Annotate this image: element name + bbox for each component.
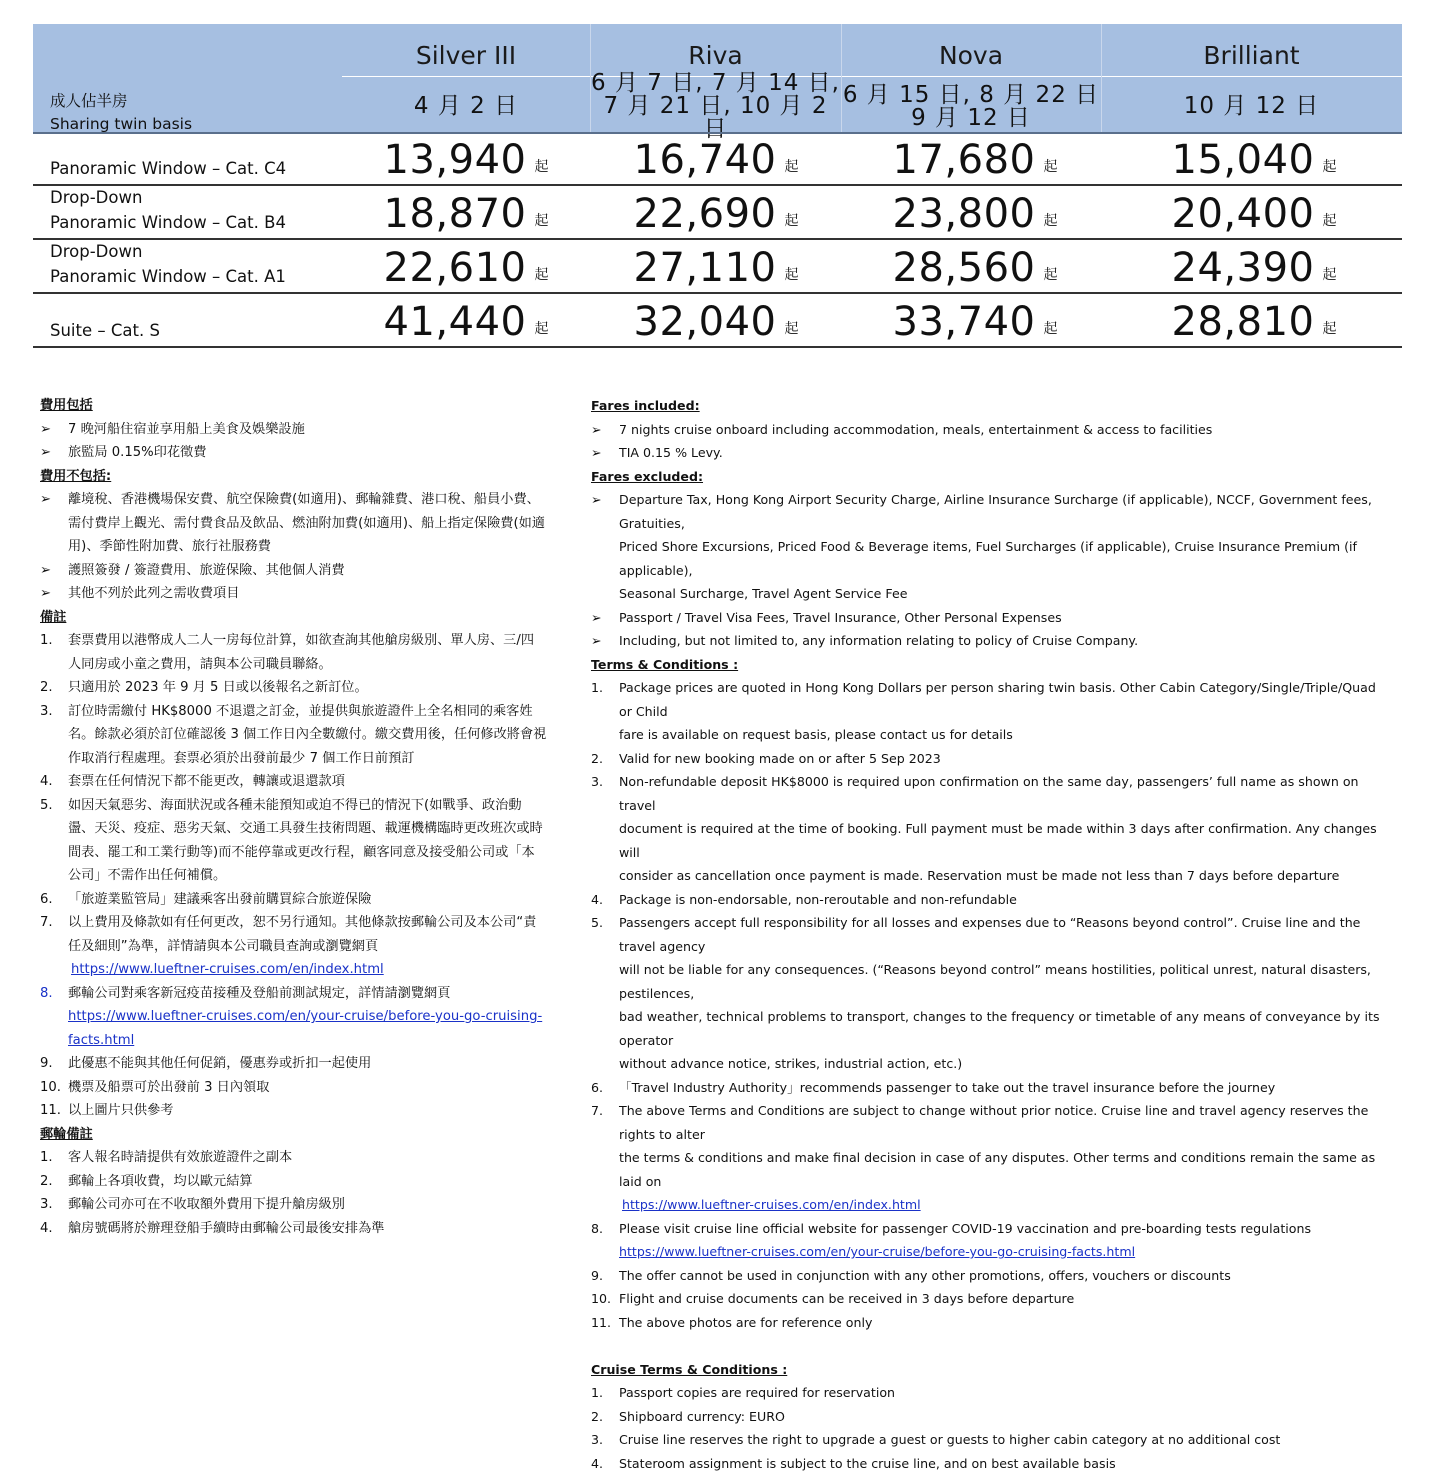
header-label-zh: 成人佔半房 — [50, 90, 192, 113]
list-item-text: 作取消行程處理。套票必須於出發前最少 7 個工作日前預訂 — [68, 747, 580, 771]
price-value: 22,610 — [384, 246, 527, 290]
price-suffix: 起 — [1322, 264, 1336, 284]
section-title: Fares excluded: — [591, 465, 1391, 489]
price-suffix: 起 — [1043, 210, 1057, 230]
price-cell — [341, 246, 591, 290]
item-number: 1. — [591, 676, 617, 700]
list-item-text: TIA 0.15 % Levy. — [619, 445, 723, 460]
list-item-text: 套票在任何情況下都不能更改，轉讓或退還款項 — [68, 770, 580, 794]
list-item-text: fare is available on request basis, please contact us for details — [619, 723, 1391, 747]
item-number: 5. — [591, 911, 617, 935]
list-item-text: 郵輪公司對乘客新冠疫苗接種及登船前測試規定，詳情請瀏覽網頁 — [68, 982, 580, 1006]
item-number: 3. — [591, 770, 617, 794]
list-item — [40, 982, 580, 1006]
link-row — [591, 1193, 1391, 1217]
list-item-text: 以上圖片只供參考 — [68, 1103, 174, 1118]
price-suffix: 起 — [534, 156, 548, 176]
list-item — [40, 770, 580, 794]
sailing-date-line: 4 月 2 日 — [414, 95, 518, 118]
list-item — [591, 1428, 1391, 1452]
section-title: 備註 — [40, 606, 580, 630]
price-cell — [850, 192, 1100, 236]
cabin-label: Drop-Down — [50, 239, 286, 264]
section-title: Terms & Conditions : — [591, 653, 1391, 677]
item-number: 1. — [40, 1146, 66, 1170]
lueftner-website-link[interactable]: https://www.lueftner-cruises.com/en/index.html — [622, 1197, 921, 1212]
item-number: 5. — [40, 794, 66, 818]
item-number: 8. — [40, 982, 66, 1006]
item-number: 6. — [40, 888, 66, 912]
price-value: 24,390 — [1172, 246, 1315, 290]
list-item — [591, 888, 1391, 912]
list-item — [591, 418, 1391, 442]
price-value: 32,040 — [634, 300, 777, 344]
list-item — [40, 418, 580, 442]
item-number: 10. — [40, 1076, 66, 1100]
list-item-text: the terms & conditions and make final decision in case of any disputes. Other terms and conditions remain the same as laid on — [619, 1146, 1391, 1193]
sailing-date-silver-iii — [342, 79, 590, 134]
list-item — [40, 1170, 580, 1194]
list-item-text: 需付費岸上觀光、需付費食品及飲品、燃油附加費(如適用)、船上指定保險費(如適 — [68, 512, 580, 536]
cabin-category — [50, 318, 160, 343]
list-item-text: 艙房號碼將於辦理登船手續時由郵輪公司最後安排為準 — [68, 1221, 385, 1236]
price-cell — [1129, 138, 1379, 182]
list-item — [591, 606, 1391, 630]
bullet-arrow-icon: ➢ — [591, 629, 617, 653]
price-cell — [591, 300, 841, 344]
price-suffix: 起 — [1043, 264, 1057, 284]
list-item-text: Shipboard currency: EURO — [619, 1409, 785, 1424]
list-item — [40, 911, 580, 958]
item-number: 11. — [591, 1311, 617, 1335]
list-item-text: Non-refundable deposit HK$8000 is required upon confirmation on the same day, passengers’ full name as shown on travel — [619, 770, 1391, 817]
price-suffix: 起 — [784, 318, 798, 338]
list-item — [40, 1052, 580, 1076]
sailing-date-line: 6 月 7 日, 7 月 14 日, — [591, 72, 840, 95]
list-item — [40, 700, 580, 771]
list-item-text: 人同房或小童之費用，請與本公司職員聯絡。 — [68, 653, 580, 677]
list-item-text: 其他不列於此列之需收費項目 — [68, 586, 239, 601]
list-item-text: 盪、天災、疫症、惡劣天氣、交通工具發生技術問題、載運機構臨時更改班次或時 — [68, 817, 580, 841]
price-cell — [341, 138, 591, 182]
cabin-label: Panoramic Window – Cat. B4 — [50, 210, 286, 235]
list-item-text: The offer cannot be used in conjunction with any other promotions, offers, vouchers or discounts — [619, 1268, 1231, 1283]
price-value: 28,810 — [1172, 300, 1315, 344]
item-number: 3. — [591, 1428, 617, 1452]
list-item-text: 機票及船票可於出發前 3 日內領取 — [68, 1080, 269, 1095]
table-row — [33, 186, 1402, 240]
list-item — [40, 888, 580, 912]
list-item-text: Departure Tax, Hong Kong Airport Security Charge, Airline Insurance Surcharge (if applicable), NCCF, Government fees, Gratuities, — [619, 488, 1391, 535]
list-item-text: 護照簽發 / 簽證費用、旅遊保險、其他個人消費 — [68, 563, 345, 578]
bullet-arrow-icon: ➢ — [591, 441, 617, 465]
cabin-label: Panoramic Window – Cat. A1 — [50, 264, 286, 289]
bullet-arrow-icon: ➢ — [40, 488, 66, 512]
item-number: 9. — [591, 1264, 617, 1288]
ship-name-nova: Nova — [841, 34, 1101, 78]
item-number: 7. — [591, 1099, 617, 1123]
item-number: 6. — [591, 1076, 617, 1100]
bullet-arrow-icon: ➢ — [591, 488, 617, 512]
price-cell — [850, 138, 1100, 182]
price-value: 17,680 — [893, 138, 1036, 182]
bullet-arrow-icon: ➢ — [40, 441, 66, 465]
list-item-text: will not be liable for any consequences. (“Reasons beyond control” means hostilities, political unrest, natural disasters, pestilences, — [619, 958, 1391, 1005]
price-value: 23,800 — [893, 192, 1036, 236]
table-row — [33, 294, 1402, 348]
price-suffix: 起 — [534, 264, 548, 284]
list-item-text: 以上費用及條款如有任何更改，恕不另行通知。其他條款按郵輪公司及本公司“責 — [68, 911, 580, 935]
list-item-text: 訂位時需繳付 HK$8000 不退還之訂金，並提供與旅遊證件上全名相同的乘客姓 — [68, 700, 580, 724]
spacer — [591, 1334, 1391, 1358]
list-item-text: Cruise line reserves the right to upgrade a guest or guests to higher cabin category at no additional cost — [619, 1432, 1280, 1447]
price-rows — [33, 134, 1402, 348]
list-item — [40, 629, 580, 676]
list-item — [591, 488, 1391, 606]
link-row — [591, 1240, 1391, 1264]
price-cell — [1129, 246, 1379, 290]
list-item — [591, 1381, 1391, 1405]
item-number: 10. — [591, 1287, 617, 1311]
list-item — [40, 488, 580, 559]
cabin-category — [50, 156, 286, 181]
item-number: 8. — [591, 1217, 617, 1241]
list-item — [40, 1146, 580, 1170]
section-title: 郵輪備註 — [40, 1123, 580, 1147]
item-number: 1. — [40, 629, 66, 653]
price-suffix: 起 — [1043, 318, 1057, 338]
list-item-text: Seasonal Surcharge, Travel Agent Service Fee — [619, 582, 1391, 606]
list-item-text: Passport copies are required for reservation — [619, 1385, 895, 1400]
price-suffix: 起 — [784, 264, 798, 284]
list-item — [40, 559, 580, 583]
list-item-text: 只適用於 2023 年 9 月 5 日或以後報名之新訂位。 — [68, 676, 580, 700]
list-item — [591, 1452, 1391, 1475]
section-title: 費用不包括: — [40, 465, 580, 489]
price-value: 33,740 — [893, 300, 1036, 344]
price-value: 18,870 — [384, 192, 527, 236]
before-you-go-link[interactable]: https://www.lueftner-cruises.com/en/your-cruise/before-you-go-cruising- — [68, 1009, 542, 1024]
list-item-text: Passport / Travel Visa Fees, Travel Insurance, Other Personal Expenses — [619, 610, 1062, 625]
price-suffix: 起 — [784, 210, 798, 230]
price-suffix: 起 — [1322, 156, 1336, 176]
list-item — [40, 676, 580, 700]
link-row — [40, 1005, 580, 1052]
list-item-text: 「Travel Industry Authority」recommends passenger to take out the travel insurance before the journey — [619, 1076, 1391, 1100]
price-value: 20,400 — [1172, 192, 1315, 236]
price-value: 28,560 — [893, 246, 1036, 290]
item-number: 2. — [40, 676, 66, 700]
header-label-en: Sharing twin basis — [50, 113, 192, 136]
price-suffix: 起 — [1322, 210, 1336, 230]
section-title: 費用包括 — [40, 394, 580, 418]
price-suffix: 起 — [534, 210, 548, 230]
link-row — [40, 958, 580, 982]
list-item — [591, 441, 1391, 465]
item-number: 4. — [40, 1217, 66, 1241]
bullet-arrow-icon: ➢ — [40, 582, 66, 606]
price-cell — [591, 192, 841, 236]
price-cell — [591, 246, 841, 290]
list-item-text: 用)、季節性附加費、旅行社服務費 — [68, 535, 580, 559]
list-item-text: Passengers accept full responsibility for all losses and expenses due to “Reasons beyond control”. Cruise line and the travel agency — [619, 911, 1391, 958]
list-item — [591, 629, 1391, 653]
price-suffix: 起 — [534, 318, 548, 338]
bullet-arrow-icon: ➢ — [40, 559, 66, 583]
sailing-date-line: 10 月 12 日 — [1184, 95, 1319, 118]
list-item-text: 公司」不需作出任何補償。 — [68, 864, 580, 888]
item-number: 1. — [591, 1381, 617, 1405]
cabin-label: Drop-Down — [50, 185, 286, 210]
list-item — [40, 582, 580, 606]
list-item-text: 客人報名時請提供有效旅遊證件之副本 — [68, 1150, 292, 1165]
list-item-text: The above Terms and Conditions are subject to change without prior notice. Cruise line and travel agency reserves the rights to alter — [619, 1099, 1391, 1146]
item-number: 2. — [591, 1405, 617, 1429]
before-you-go-link[interactable]: facts.html — [68, 1033, 134, 1048]
list-item-text: document is required at the time of booking. Full payment must be made within 3 days after confirmation. Any changes will — [619, 817, 1391, 864]
lueftner-website-link[interactable]: https://www.lueftner-cruises.com/en/index.html — [71, 962, 384, 977]
list-item — [591, 1311, 1391, 1335]
price-value: 13,940 — [384, 138, 527, 182]
list-item-text: Please visit cruise line official website for passenger COVID-19 vaccination and pre-boarding tests regulations — [619, 1217, 1391, 1241]
sailing-date-nova — [841, 79, 1101, 134]
list-item-text: 此優惠不能與其他任何促銷，優惠券或折扣一起使用 — [68, 1056, 371, 1071]
list-item-text: Priced Shore Excursions, Priced Food & Beverage items, Fuel Surcharges (if applicable), Cruise Insurance Premium (if applicable), — [619, 535, 1391, 582]
table-row — [33, 240, 1402, 294]
sailing-date-riva — [590, 79, 841, 134]
list-item-text: 套票費用以港幣成人二人一房每位計算，如欲查詢其他艙房級別、單人房、三/四 — [68, 629, 580, 653]
list-item-text: consider as cancellation once payment is made. Reservation must be made not less than 7 days before departure — [619, 864, 1391, 888]
price-value: 41,440 — [384, 300, 527, 344]
price-suffix: 起 — [1322, 318, 1336, 338]
item-number: 4. — [40, 770, 66, 794]
header-label — [50, 90, 192, 136]
price-suffix: 起 — [784, 156, 798, 176]
item-number: 2. — [40, 1170, 66, 1194]
list-item — [591, 1287, 1391, 1311]
list-item — [40, 1099, 580, 1123]
bullet-arrow-icon: ➢ — [591, 418, 617, 442]
list-item-text: 郵輪公司亦可在不收取額外費用下提升艙房級別 — [68, 1197, 345, 1212]
item-number: 2. — [591, 747, 617, 771]
list-item — [40, 1076, 580, 1100]
list-item — [591, 676, 1391, 747]
notes-english — [591, 394, 1391, 1475]
list-item — [591, 747, 1391, 771]
price-cell — [850, 246, 1100, 290]
cabin-category — [50, 185, 286, 235]
cabin-label: Panoramic Window – Cat. C4 — [50, 156, 286, 181]
list-item — [591, 911, 1391, 1076]
sailing-date-brilliant — [1101, 79, 1402, 134]
list-item-text: 旅監局 0.15%印花徵費 — [68, 445, 206, 460]
price-cell — [341, 300, 591, 344]
price-cell — [850, 300, 1100, 344]
price-value: 15,040 — [1172, 138, 1315, 182]
price-value: 16,740 — [634, 138, 777, 182]
list-item-text: 如因天氣惡劣、海面狀況或各種未能預知或迫不得已的情況下(如戰爭、政治動 — [68, 794, 580, 818]
notes-chinese — [40, 394, 580, 1240]
price-cell — [591, 138, 841, 182]
sailing-date-line: 6 月 15 日, 8 月 22 日 — [843, 84, 1099, 107]
price-value: 22,690 — [634, 192, 777, 236]
list-item-text: Including, but not limited to, any information relating to policy of Cruise Company. — [619, 633, 1138, 648]
list-item — [40, 794, 580, 888]
sailing-date-line: 9 月 12 日 — [911, 107, 1031, 130]
ship-name-riva: Riva — [590, 34, 841, 78]
list-item-text: 郵輪上各項收費，均以歐元結算 — [68, 1174, 253, 1189]
before-you-go-link[interactable]: https://www.lueftner-cruises.com/en/your-cruise/before-you-go-cruising-facts.html — [619, 1244, 1135, 1259]
list-item — [591, 1405, 1391, 1429]
list-item-text: without advance notice, strikes, industrial action, etc.) — [619, 1052, 1391, 1076]
list-item-text: Package prices are quoted in Hong Kong Dollars per person sharing twin basis. Other Cabin Category/Single/Triple/Quad or Child — [619, 676, 1391, 723]
item-number: 11. — [40, 1099, 66, 1123]
item-number: 3. — [40, 700, 66, 724]
sailing-date-line: 7 月 21 日, 10 月 2 日 — [590, 95, 841, 141]
list-item-text: Valid for new booking made on or after 5 Sep 2023 — [619, 747, 1391, 771]
price-value: 27,110 — [634, 246, 777, 290]
item-number: 9. — [40, 1052, 66, 1076]
list-item-text: bad weather, technical problems to transport, changes to the frequency or timetable of any means of conveyance by its operator — [619, 1005, 1391, 1052]
bullet-arrow-icon: ➢ — [591, 606, 617, 630]
bullet-arrow-icon: ➢ — [40, 418, 66, 442]
price-table — [33, 24, 1402, 348]
list-item — [591, 1217, 1391, 1241]
price-suffix: 起 — [1043, 156, 1057, 176]
section-title: Cruise Terms & Conditions : — [591, 1358, 1391, 1382]
list-item — [591, 1099, 1391, 1193]
item-number: 3. — [40, 1193, 66, 1217]
list-item — [591, 770, 1391, 888]
item-number: 7. — [40, 911, 66, 935]
list-item-text: Package is non-endorsable, non-reroutable and non-refundable — [619, 888, 1391, 912]
list-item-text: 「旅遊業監管局」建議乘客出發前購買綜合旅遊保險 — [68, 888, 580, 912]
list-item-text: The above photos are for reference only — [619, 1315, 872, 1330]
price-cell — [1129, 300, 1379, 344]
cabin-label: Suite – Cat. S — [50, 318, 160, 343]
list-item-text: 間表、罷工和工業行動等)而不能停靠或更改行程，顧客同意及接受船公司或「本 — [68, 841, 580, 865]
list-item-text: 離境稅、香港機場保安費、航空保險費(如適用)、郵輪雜費、港口稅、船員小費、 — [68, 488, 580, 512]
item-number: 4. — [591, 888, 617, 912]
list-item — [591, 1264, 1391, 1288]
ship-name-brilliant: Brilliant — [1101, 34, 1402, 78]
list-item — [591, 1076, 1391, 1100]
list-item-text: 名。餘款必須於訂位確認後 3 個工作日內全數繳付。繳交費用後，任何修改將會視 — [68, 723, 580, 747]
price-cell — [1129, 192, 1379, 236]
section-title: Fares included: — [591, 394, 1391, 418]
list-item-text: Stateroom assignment is subject to the cruise line, and on best available basis — [619, 1456, 1116, 1471]
list-item-text: 7 nights cruise onboard including accommodation, meals, entertainment & access to facilities — [619, 422, 1212, 437]
list-item-text: 任及細則”為準，詳情請與本公司職員查詢或瀏覽網頁 — [68, 935, 580, 959]
price-cell — [341, 192, 591, 236]
list-item — [40, 1193, 580, 1217]
table-row — [33, 134, 1402, 186]
list-item — [40, 1217, 580, 1241]
item-number: 4. — [591, 1452, 617, 1475]
table-header — [33, 24, 1402, 134]
list-item — [40, 441, 580, 465]
list-item-text: Flight and cruise documents can be received in 3 days before departure — [619, 1291, 1074, 1306]
ship-name-silver-iii: Silver III — [342, 34, 590, 78]
list-item-text: 7 晚河船住宿並享用船上美食及娛樂設施 — [68, 422, 305, 437]
cabin-category — [50, 239, 286, 289]
